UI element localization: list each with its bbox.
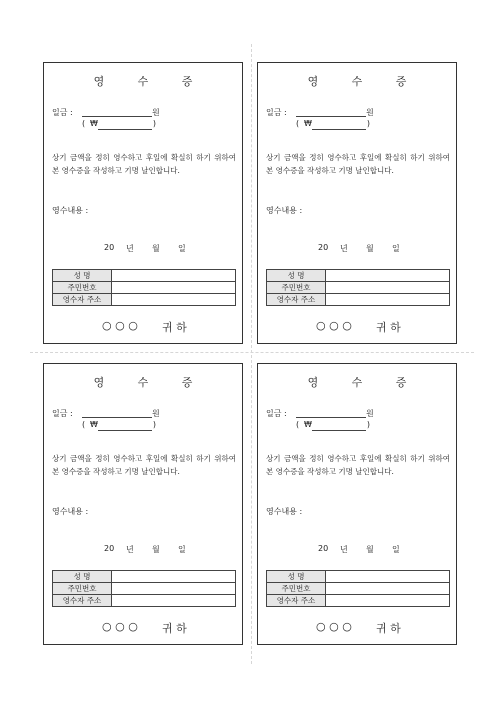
table-row — [267, 583, 450, 595]
receipt-form — [43, 363, 243, 645]
receipt-form — [257, 62, 457, 344]
date-row — [44, 243, 242, 255]
receipt-statement: 상기 금액을 정히 영수하고 후일에 확실히 하기 위하여 본 영수증을 작성하고 기명 날인합니다. — [52, 153, 236, 175]
addressee-row — [44, 620, 242, 634]
amount-field[interactable] — [296, 116, 366, 117]
date-day: 일 — [392, 244, 400, 253]
table-row — [267, 294, 450, 306]
won-symbol: ₩ — [90, 420, 98, 429]
close-paren: ) — [366, 119, 370, 128]
date-year: 년 — [340, 244, 348, 253]
address-label: 영수자 주소 — [53, 595, 112, 607]
name-field[interactable] — [112, 571, 236, 583]
receipt-items-label: 영수내용 : — [52, 507, 89, 516]
receipt-items-label: 영수내용 : — [52, 206, 89, 215]
recipient-info-table — [266, 269, 450, 306]
date-row — [44, 544, 242, 556]
open-paren: ( — [82, 119, 86, 128]
open-paren: ( — [296, 420, 300, 429]
table-row — [267, 595, 450, 607]
receipt-statement: 상기 금액을 정히 영수하고 후일에 확실히 하기 위하여 본 영수증을 작성하고 기명 날인합니다. — [266, 454, 450, 476]
id-number-label: 주민번호 — [267, 282, 326, 294]
table-row — [267, 282, 450, 294]
name-label: 성 명 — [267, 270, 326, 282]
addressee-row — [258, 319, 456, 333]
amount-field[interactable] — [82, 417, 152, 418]
address-label: 영수자 주소 — [53, 294, 112, 306]
name-label: 성 명 — [53, 270, 112, 282]
addressee-honorific: 귀 하 — [162, 321, 187, 334]
open-paren: ( — [296, 119, 300, 128]
table-row — [53, 595, 236, 607]
address-field[interactable] — [326, 294, 450, 306]
amount-field[interactable] — [296, 417, 366, 418]
receipt-statement: 상기 금액을 정히 영수하고 후일에 확실히 하기 위하여 본 영수증을 작성하고 기명 날인합니다. — [52, 454, 236, 476]
address-field[interactable] — [112, 294, 236, 306]
open-paren: ( — [82, 420, 86, 429]
amount-numeric-field[interactable] — [312, 129, 366, 130]
receipt-title: 영 수 증 — [307, 376, 422, 389]
close-paren: ) — [152, 119, 156, 128]
id-number-label: 주민번호 — [53, 282, 112, 294]
amount-label: 일금 : — [52, 409, 73, 418]
date-month: 월 — [152, 244, 160, 253]
amount-field[interactable] — [82, 116, 152, 117]
recipient-info-table — [52, 269, 236, 306]
address-field[interactable] — [326, 595, 450, 607]
date-year: 년 — [126, 545, 134, 554]
amount-numeric-field[interactable] — [312, 430, 366, 431]
amount-numeric-field[interactable] — [98, 430, 152, 431]
addressee-circles: ○ ○ ○ — [316, 620, 352, 633]
amount-label: 일금 : — [266, 409, 287, 418]
addressee-circles: ○ ○ ○ — [102, 620, 138, 633]
addressee-row — [44, 319, 242, 333]
won-unit: 원 — [366, 409, 374, 418]
receipt-form — [257, 363, 457, 645]
date-day: 일 — [392, 545, 400, 554]
addressee-honorific: 귀 하 — [162, 622, 187, 635]
addressee-circles: ○ ○ ○ — [316, 319, 352, 332]
name-field[interactable] — [112, 270, 236, 282]
won-unit: 원 — [152, 409, 160, 418]
amount-numeric — [82, 420, 156, 432]
date-month: 월 — [366, 545, 374, 554]
date-prefix: 20 — [104, 243, 115, 252]
addressee-honorific: 귀 하 — [376, 321, 401, 334]
receipt-title: 영 수 증 — [93, 376, 208, 389]
close-paren: ) — [366, 420, 370, 429]
table-row — [53, 294, 236, 306]
address-field[interactable] — [112, 595, 236, 607]
won-symbol: ₩ — [304, 420, 312, 429]
receipt-items-label: 영수내용 : — [266, 206, 303, 215]
amount-label: 일금 : — [52, 108, 73, 117]
date-year: 년 — [340, 545, 348, 554]
date-day: 일 — [178, 244, 186, 253]
date-prefix: 20 — [318, 243, 329, 252]
date-year: 년 — [126, 244, 134, 253]
date-month: 월 — [152, 545, 160, 554]
table-row — [53, 282, 236, 294]
date-month: 월 — [366, 244, 374, 253]
won-unit: 원 — [152, 108, 160, 117]
amount-numeric — [82, 119, 156, 131]
addressee-honorific: 귀 하 — [376, 622, 401, 635]
addressee-row — [258, 620, 456, 634]
amount-label: 일금 : — [266, 108, 287, 117]
id-number-field[interactable] — [112, 282, 236, 294]
receipt-title: 영 수 증 — [93, 75, 208, 88]
amount-numeric — [296, 119, 370, 131]
table-row — [53, 583, 236, 595]
table-row — [267, 571, 450, 583]
date-day: 일 — [178, 545, 186, 554]
date-prefix: 20 — [104, 544, 115, 553]
id-number-field[interactable] — [112, 583, 236, 595]
amount-numeric-field[interactable] — [98, 129, 152, 130]
receipt-statement: 상기 금액을 정히 영수하고 후일에 확실히 하기 위하여 본 영수증을 작성하고 기명 날인합니다. — [266, 153, 450, 175]
amount-numeric — [296, 420, 370, 432]
recipient-info-table — [266, 570, 450, 607]
receipt-title: 영 수 증 — [307, 75, 422, 88]
won-symbol: ₩ — [304, 119, 312, 128]
receipt-form — [43, 62, 243, 344]
name-field[interactable] — [326, 571, 450, 583]
recipient-info-table — [52, 570, 236, 607]
name-field[interactable] — [326, 270, 450, 282]
vertical-cut-guide — [251, 44, 252, 664]
close-paren: ) — [152, 420, 156, 429]
receipt-items-label: 영수내용 : — [266, 507, 303, 516]
date-row — [258, 544, 456, 556]
id-number-field[interactable] — [326, 583, 450, 595]
table-row — [53, 571, 236, 583]
table-row — [267, 270, 450, 282]
date-row — [258, 243, 456, 255]
id-number-label: 주민번호 — [53, 583, 112, 595]
address-label: 영수자 주소 — [267, 595, 326, 607]
date-prefix: 20 — [318, 544, 329, 553]
id-number-field[interactable] — [326, 282, 450, 294]
addressee-circles: ○ ○ ○ — [102, 319, 138, 332]
id-number-label: 주민번호 — [267, 583, 326, 595]
name-label: 성 명 — [267, 571, 326, 583]
address-label: 영수자 주소 — [267, 294, 326, 306]
table-row — [53, 270, 236, 282]
won-symbol: ₩ — [90, 119, 98, 128]
won-unit: 원 — [366, 108, 374, 117]
horizontal-cut-guide — [30, 352, 474, 353]
name-label: 성 명 — [53, 571, 112, 583]
